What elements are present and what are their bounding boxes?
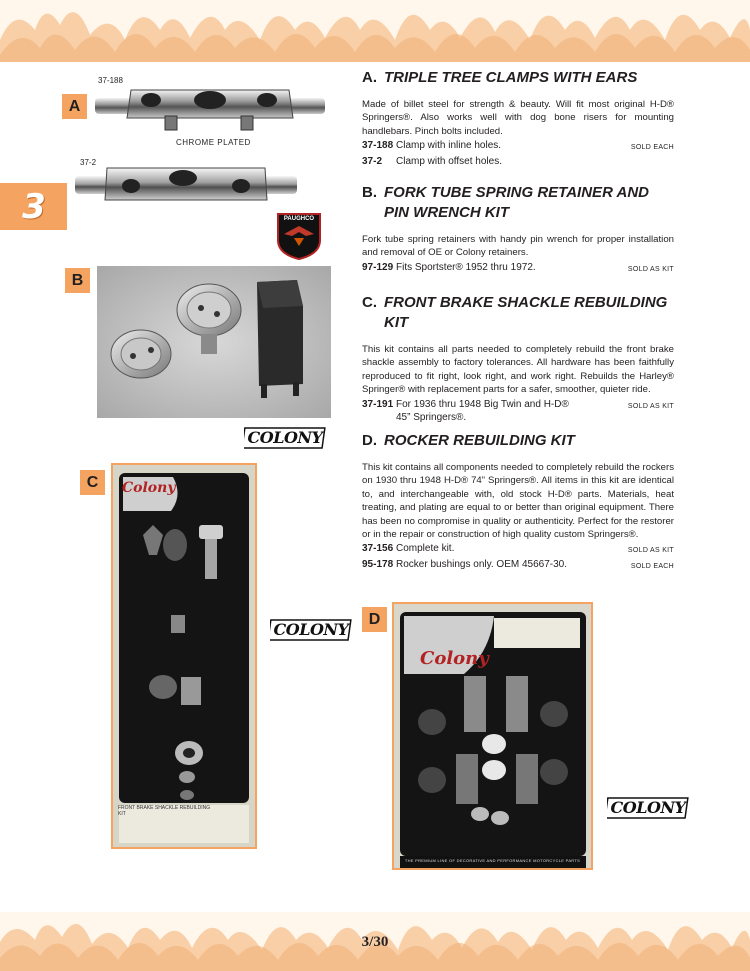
sold-unit: SOLD EACH [630,563,674,571]
triple-tree-clamp-offset-image [75,164,297,212]
item-row [362,139,674,154]
section-a-letter: A. [362,69,377,86]
section-d-heading: ROCKER REBUILDING KIT [384,432,575,449]
item-description: Clamp with offset holes. [396,156,502,168]
section-d-title [362,431,674,451]
chrome-plated-caption: CHROME PLATED [176,138,251,147]
part-number: 37-191 [362,398,394,410]
rocker-rebuilding-kit-image [392,602,593,870]
part-number: 37-188 [362,140,394,152]
sold-unit: SOLD AS KIT [627,547,674,555]
section-d-letter: D. [362,432,377,449]
section-c [362,293,674,424]
item-row [362,155,674,168]
sold-unit: SOLD EACH [630,144,674,152]
item-description: For 1936 thru 1948 Big Twin and H-D® 45” Springers®. [396,398,569,423]
item-description: Complete kit. [396,543,455,555]
card-brand-c: Colony [122,480,176,496]
front-brake-shackle-kit-image [111,463,257,849]
item-description: Clamp with inline holes. [396,140,502,152]
section-c-body: This kit contains all parts needed to completely rebuild the front brake shackle assembly to factory tolerances. All hardware has been faithfully reproduced to fit right, look right, and work right. Rebuilds the Harley® Springer® with replacement parts for a safer, smoother, quieter ride. [362,344,674,396]
item-row [362,542,674,557]
figure-letter-c: C [80,470,105,495]
card-brand-d: Colony [420,648,489,669]
part-number: 37-2 [362,156,383,168]
part-number: 95-178 [362,559,394,571]
top-flame-border [0,0,750,62]
section-b-heading: FORK TUBE SPRING RETAINER AND PIN WRENCH KIT [384,184,650,221]
section-a-title [362,68,674,88]
chapter-tab [0,183,67,230]
part-number: 37-156 [362,543,394,555]
section-c-title [362,293,674,333]
sold-unit: SOLD AS KIT [627,402,674,410]
section-b-title [362,183,674,223]
paughco-badge-text: PAUGHCO [283,216,315,222]
section-c-letter: C. [362,294,377,311]
sold-unit [614,155,674,168]
item-description: Rocker bushings only. OEM 45667-30. [396,559,568,571]
section-d [362,431,674,573]
item-description: Fits Sportster® 1952 thru 1972. [396,261,536,273]
section-a-heading: TRIPLE TREE CLAMPS WITH EARS [384,69,638,86]
part-label-37-2: 37-2 [80,158,97,167]
section-b-letter: B. [362,184,377,201]
section-b [362,183,674,276]
fork-tube-retainer-kit-image [97,266,331,418]
section-a [362,68,674,168]
card-footer-d: THE PREMIUM LINE OF DECORATIVE AND PERFORMANCE MOTORCYCLE PARTS [404,858,581,863]
colony-logo-c-text: COLONY [273,620,349,639]
part-number: 97-129 [362,261,394,273]
figure-letter-b: B [65,268,90,293]
section-a-body: Made of billet steel for strength & beauty. Will fit most original H-D® Springers®. Also works well with dog bone risers for mounting handlebars. Pinch bolts included. [362,99,674,137]
section-c-heading: FRONT BRAKE SHACKLE REBUILDING KIT [384,294,668,331]
item-row [362,558,674,573]
colony-logo-d-text: COLONY [610,798,686,817]
colony-logo-b-text: COLONY [247,428,323,447]
section-d-body: This kit contains all components needed to completely rebuild the rockers on 1930 thru 1948 H-D® 74” Springers®. All items in this kit are identical to, and interchangeable with, old stock H-D® parts. Materials, heat treating, and plating are equal to or better than original equipment. There has been no compromise in quality or authenticity. Perfect for the restorer or in the repair or construction of high quality custom Springers®. [362,462,674,541]
chapter-number: 3 [22,186,45,227]
card-label-c: FRONT BRAKE SHACKLE REBUILDING KIT [118,805,211,817]
figure-letter-d: D [362,607,387,632]
item-row [362,261,674,276]
triple-tree-clamp-inline-image [95,84,325,134]
item-row [362,398,674,424]
figure-letter-a: A [62,94,87,119]
sold-unit: SOLD AS KIT [627,265,674,273]
section-b-body: Fork tube spring retainers with handy pin wrench for proper installation and removal of OE or Colony retainers. [362,234,674,259]
page-number: 3/30 [361,934,389,950]
part-label-37-188: 37-188 [98,76,123,85]
